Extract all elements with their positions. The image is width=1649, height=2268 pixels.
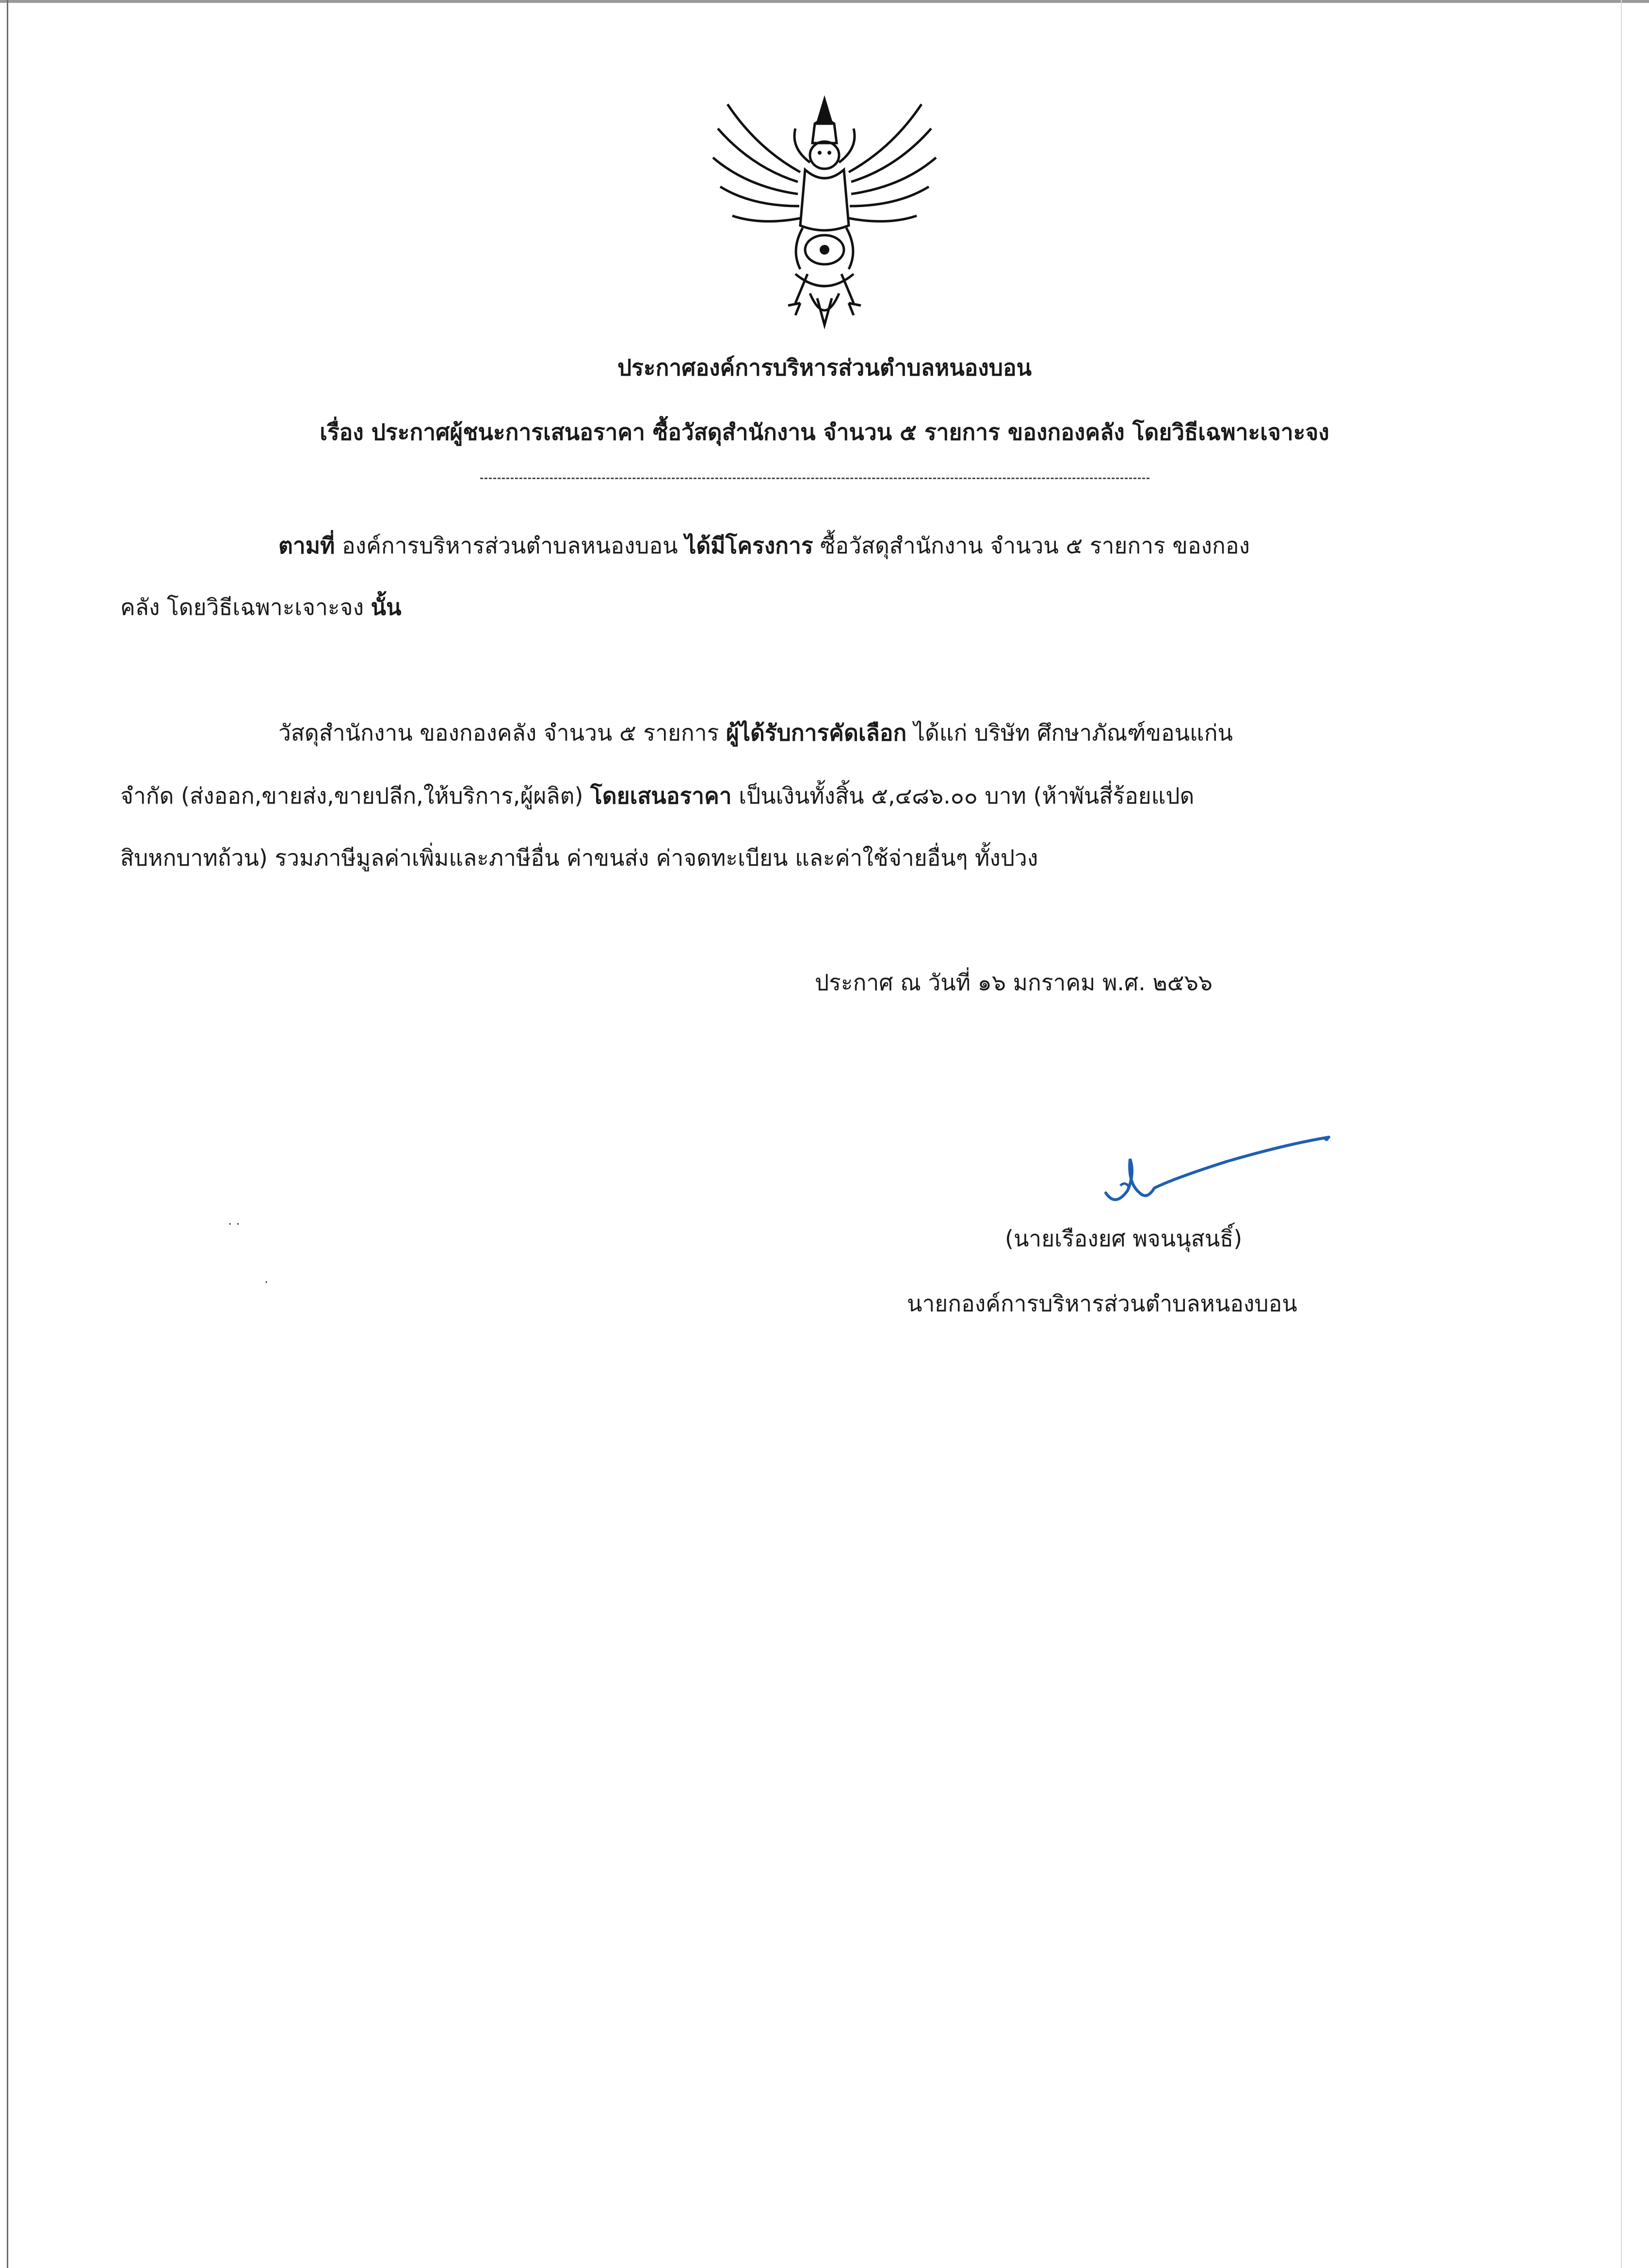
scan-speck: · [264,1275,269,1290]
p1-text: ซื้อวัสดุสำนักงาน จำนวน ๕ รายการ ของกอง [813,532,1250,559]
p2-text: เป็นเงินทั้งสิ้น ๕,๔๘๖.๐๐ บาท (ห้าพันสี่ร้อยแปด [731,783,1195,809]
subject-text: ประกาศผู้ชนะการเสนอราคา ซื้อวัสดุสำนักงาน จำนวน ๕ รายการ ของกองคลัง โดยวิธีเฉพาะเจาะจง [371,419,1329,445]
signer-name: (นายเรืองยศ พจนนุสนธิ์) [1005,1225,1243,1252]
scan-border-top [0,0,1649,3]
paragraph2-line2 [120,783,1194,809]
p2-text: วัสดุสำนักงาน ของกองคลัง จำนวน ๕ รายการ [278,720,726,746]
p1-text: คลัง โดยวิธีเฉพาะเจาะจง [120,594,371,620]
p2-text: รวมภาษีมูลค่าเพิ่มและภาษีอื่น ค่าขนส่ง ค่าจดทะเบียน และค่าใช้จ่ายอื่นๆ ทั้งปวง [275,845,1038,871]
p2-text: ได้แก่ บริษัท ศึกษาภัณฑ์ขอนแก่น [906,720,1233,746]
p1-text: ได้มีโครงการ [685,532,813,559]
announcement-title: ประกาศองค์การบริหารส่วนตำบลหนองบอน [617,354,1032,381]
subject-label: เรื่อง [320,419,364,445]
p2-text: สิบหกบาทถ้วน) [120,845,275,871]
title-divider [480,478,1149,481]
paragraph2-line3 [120,845,1038,871]
paragraph1-line1 [278,532,1250,559]
signer-position: นายกองค์การบริหารส่วนตำบลหนองบอน [907,1290,1297,1317]
garuda-emblem-icon [698,90,951,332]
paragraph1-line2 [120,594,402,621]
scan-speck: · · [228,1217,240,1232]
paragraph2-line1 [278,720,1233,746]
scan-border-right [1621,0,1622,2268]
p1-text: นั้น [371,594,402,620]
scan-border-left [7,0,8,2268]
p2-text: จำกัด (ส่งออก,ขายส่ง,ขายปลีก,ให้บริการ,ผู้ผลิต) [120,783,591,809]
p1-text: ตามที่ [278,532,335,559]
p1-text: องค์การบริหารส่วนตำบลหนองบอน [335,532,685,559]
p2-text: โดยเสนอราคา [590,783,732,809]
p2-text: ผู้ได้รับการคัดเลือก [726,720,907,746]
announcement-subject [0,415,1649,450]
announcement-date: ประกาศ ณ วันที่ ๑๖ มกราคม พ.ศ. ๒๕๖๖ [815,969,1213,996]
signature-icon [1101,1135,1343,1222]
